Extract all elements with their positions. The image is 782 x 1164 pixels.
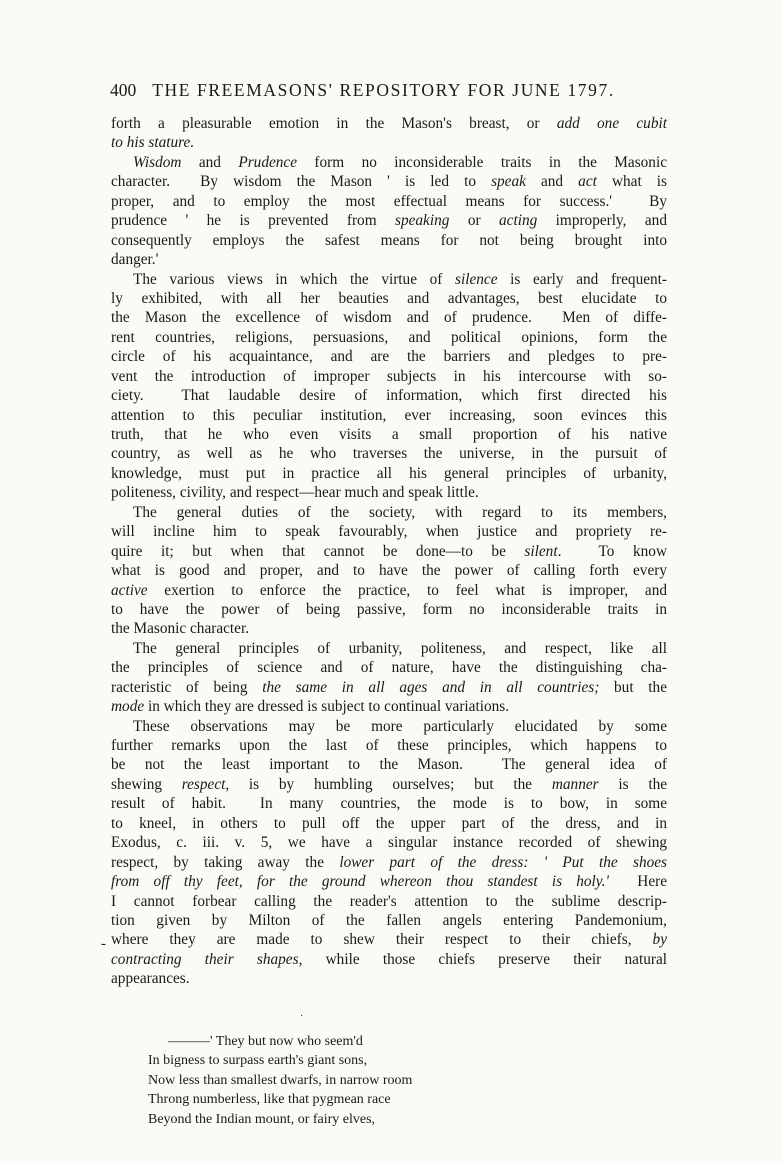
text-line: truth, that he who even visits a small proportion of his native bbox=[111, 426, 667, 443]
text-line: what is good and proper, and to have the power of calling forth every bbox=[111, 562, 667, 580]
text-line: racteristic of being the same in all ages and in all countries; but the bbox=[111, 678, 667, 696]
text-line: The various views in which the virtue of silence is early and frequent- bbox=[133, 270, 667, 288]
text-line: danger.' bbox=[111, 251, 159, 269]
verse-line: ———' They but now who seem'd bbox=[168, 1034, 363, 1049]
verse-line: In bigness to surpass earth's giant sons, bbox=[148, 1053, 368, 1069]
page-number: 400 bbox=[110, 80, 137, 100]
text-line: I cannot forbear calling the reader's attention to the sublime descrip- bbox=[111, 892, 667, 910]
text-line: active exertion to enforce the practice, to feel what is improper, and bbox=[111, 581, 667, 599]
text-line: country, as well as he who traverses the universe, in the pursuit of bbox=[111, 445, 667, 463]
text-line: result of habit. In many countries, the mode is to bow, in some bbox=[111, 795, 667, 813]
text-line: the Mason the excellence of wisdom and of prudence. Men of diffe- bbox=[111, 309, 667, 327]
text-line: to his stature. bbox=[111, 134, 195, 152]
text-line: appearances. bbox=[111, 970, 190, 988]
text-line: further remarks upon the last of these principles, which happens to bbox=[111, 737, 667, 754]
text-line: shewing respect, is by humbling ourselves; but the manner is the bbox=[111, 775, 668, 793]
text-line: ly exhibited, with all her beauties and advantages, best elucidate to bbox=[111, 289, 667, 307]
quoted-verse bbox=[148, 1032, 628, 1129]
text-line: circle of his acquaintance, and are the barriers and pledges to pre- bbox=[111, 348, 667, 366]
text-line: ciety. That laudable desire of information, which first directed his bbox=[111, 387, 667, 405]
text-line: where they are made to shew their respect to their chiefs, by bbox=[111, 931, 667, 949]
verse-line: Throng numberless, like that pygmean race bbox=[148, 1092, 391, 1108]
verse-line: Beyond the Indian mount, or fairy elves, bbox=[148, 1111, 376, 1127]
running-header bbox=[110, 80, 670, 101]
text-line: The general duties of the society, with regard to its members, bbox=[133, 503, 667, 521]
text-line: The general principles of urbanity, politeness, and respect, like all bbox=[133, 639, 667, 657]
text-line: tion given by Milton of the fallen angels entering Pandemonium, bbox=[111, 911, 667, 929]
text-line: quire it; but when that cannot be done—to be silent. To know bbox=[111, 542, 667, 560]
text-line: proper, and to employ the most effectual means for success.' By bbox=[111, 192, 667, 210]
text-line: These observations may be more particularly elucidated by some bbox=[133, 717, 667, 735]
text-line: to have the power of being passive, form no inconsiderable traits in bbox=[111, 600, 667, 618]
text-line: prudence ' he is prevented from speaking or acting improperly, and bbox=[111, 212, 667, 230]
text-line: contracting their shapes, while those chiefs preserve their natural bbox=[111, 950, 667, 968]
text-line: knowledge, must put in practice all his general principles of urbanity, bbox=[111, 464, 667, 482]
text-line: vent the introduction of improper subjects in his intercourse with so- bbox=[111, 367, 667, 385]
text-line: will incline him to speak favourably, when justice and propriety re- bbox=[111, 523, 667, 541]
running-title: THE FREEMASONS' REPOSITORY FOR JUNE 1797. bbox=[152, 80, 615, 100]
text-line: to kneel, in others to pull off the upper part of the dress, and in bbox=[111, 814, 667, 832]
text-line: Exodus, c. iii. v. 5, we have a singular instance recorded of shewing bbox=[111, 834, 667, 852]
body-text bbox=[111, 114, 667, 989]
text-line: character. By wisdom the Mason ' is led to speak and act what is bbox=[111, 173, 667, 191]
text-line: Wisdom and Prudence form no inconsiderable traits in the Masonic bbox=[133, 153, 667, 171]
text-line: politeness, civility, and respect—hear much and speak little. bbox=[111, 484, 479, 502]
text-line: from off thy feet, for the ground whereon thou standest is holy.' Here bbox=[111, 873, 667, 891]
stray-dot: · bbox=[300, 1011, 304, 1022]
text-line: the Masonic character. bbox=[111, 620, 250, 638]
text-line: be not the least important to the Mason. The general idea of bbox=[111, 756, 667, 774]
text-line: the principles of science and of nature, have the distinguishing cha- bbox=[111, 659, 667, 677]
text-line: consequently employs the safest means for not being brought into bbox=[111, 231, 667, 249]
margin-mark: - bbox=[101, 936, 106, 952]
text-line: respect, by taking away the lower part of the dress: ' Put the shoes bbox=[111, 853, 667, 871]
verse-line: Now less than smallest dwarfs, in narrow room bbox=[148, 1072, 413, 1088]
text-line: mode in which they are dressed is subject to continual variations. bbox=[111, 698, 510, 716]
text-line: attention to this peculiar institution, ever increasing, soon evinces this bbox=[111, 406, 667, 424]
text-line: rent countries, religions, persuasions, and political opinions, form the bbox=[111, 328, 667, 346]
text-line: forth a pleasurable emotion in the Mason's breast, or add one cubit bbox=[111, 115, 667, 132]
